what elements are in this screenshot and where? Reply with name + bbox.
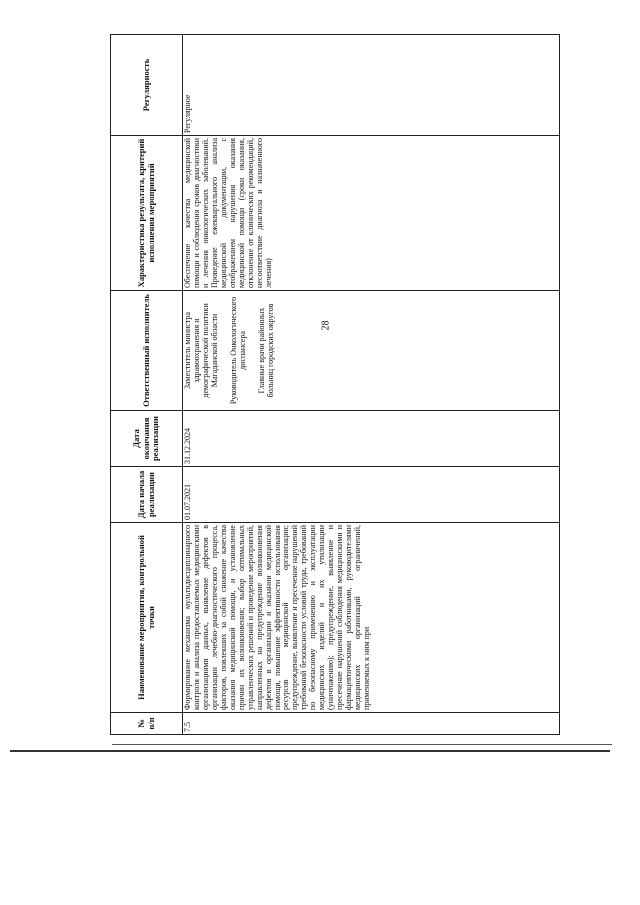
cell-start: 01.07.2021 xyxy=(183,467,560,523)
executor-oncology-head: Руководитель Онкологического диспансера xyxy=(228,296,247,405)
table-header-row xyxy=(111,35,183,735)
table-row xyxy=(183,35,560,735)
cell-end: 31.12.2024 xyxy=(183,411,560,467)
cell-regularity: Регулярное xyxy=(183,35,560,136)
executor-deputy-minister: Заместитель министра здравоохранения и демографической политики Магаданской области xyxy=(183,303,219,398)
executor-chief-physicians: Главные врачи районных больниц городских округов xyxy=(256,303,275,398)
header-num: № п/п xyxy=(111,713,183,735)
action-plan-table xyxy=(110,34,560,735)
header-characteristic: Характеристика результата, критерий исполнения мероприятий xyxy=(111,136,183,291)
rotated-table-container xyxy=(110,35,560,735)
header-executor: Ответственный исполнитель xyxy=(111,291,183,411)
cell-name: Формирование механизма мультидисциплинарного контроля и анализа предоставляемых медицинскими организациями данных, выявление дефектов в организации лечебно-диагностического процесса, факторов, повлекших за собой снижение качества оказания медицинской помощи, и установление причин их возникновения; выбор оптимальных управленческих решений и проведение мероприятий, направленных на предупреждение возникновения дефектов в организации и оказании медицинской помощи, повышение эффективности использования ресурсов медицинской организации; предупреждение, выявление и пресечение нарушений требований безопасности условий труда, требований по безопасному применению и эксплуатации медицинских изделий и их утилизации (уничтожению); предупреждение, выявление и пресечение нарушений соблюдения медицинскими и фармацевтическими работниками, руководителями медицинских организаций ограничений, применяемых к ним при xyxy=(183,523,560,713)
header-start: Дата начала реализации xyxy=(111,467,183,523)
header-name: Наименование мероприятия, контрольной точки xyxy=(111,523,183,713)
cell-executor xyxy=(183,291,560,411)
page-divider xyxy=(10,750,610,752)
header-regularity: Регулярность xyxy=(111,35,183,136)
page-number: 28 xyxy=(320,320,332,331)
cell-characteristic: Обеспечение качества медицинской помощи и соблюдения сроков диагностики и лечения онкологических заболеваний. Проведение ежеквартального анализа медицинской документации, с отображением нарушения оказания медицинской помощи (сроки оказания, отклонение от клинических рекомендаций, несоответствие диагноза и назначенного лечения) xyxy=(183,136,560,291)
header-end: Дата окончания реализации xyxy=(111,411,183,467)
margin-line xyxy=(112,744,612,745)
cell-num: 7.5 xyxy=(183,713,560,735)
